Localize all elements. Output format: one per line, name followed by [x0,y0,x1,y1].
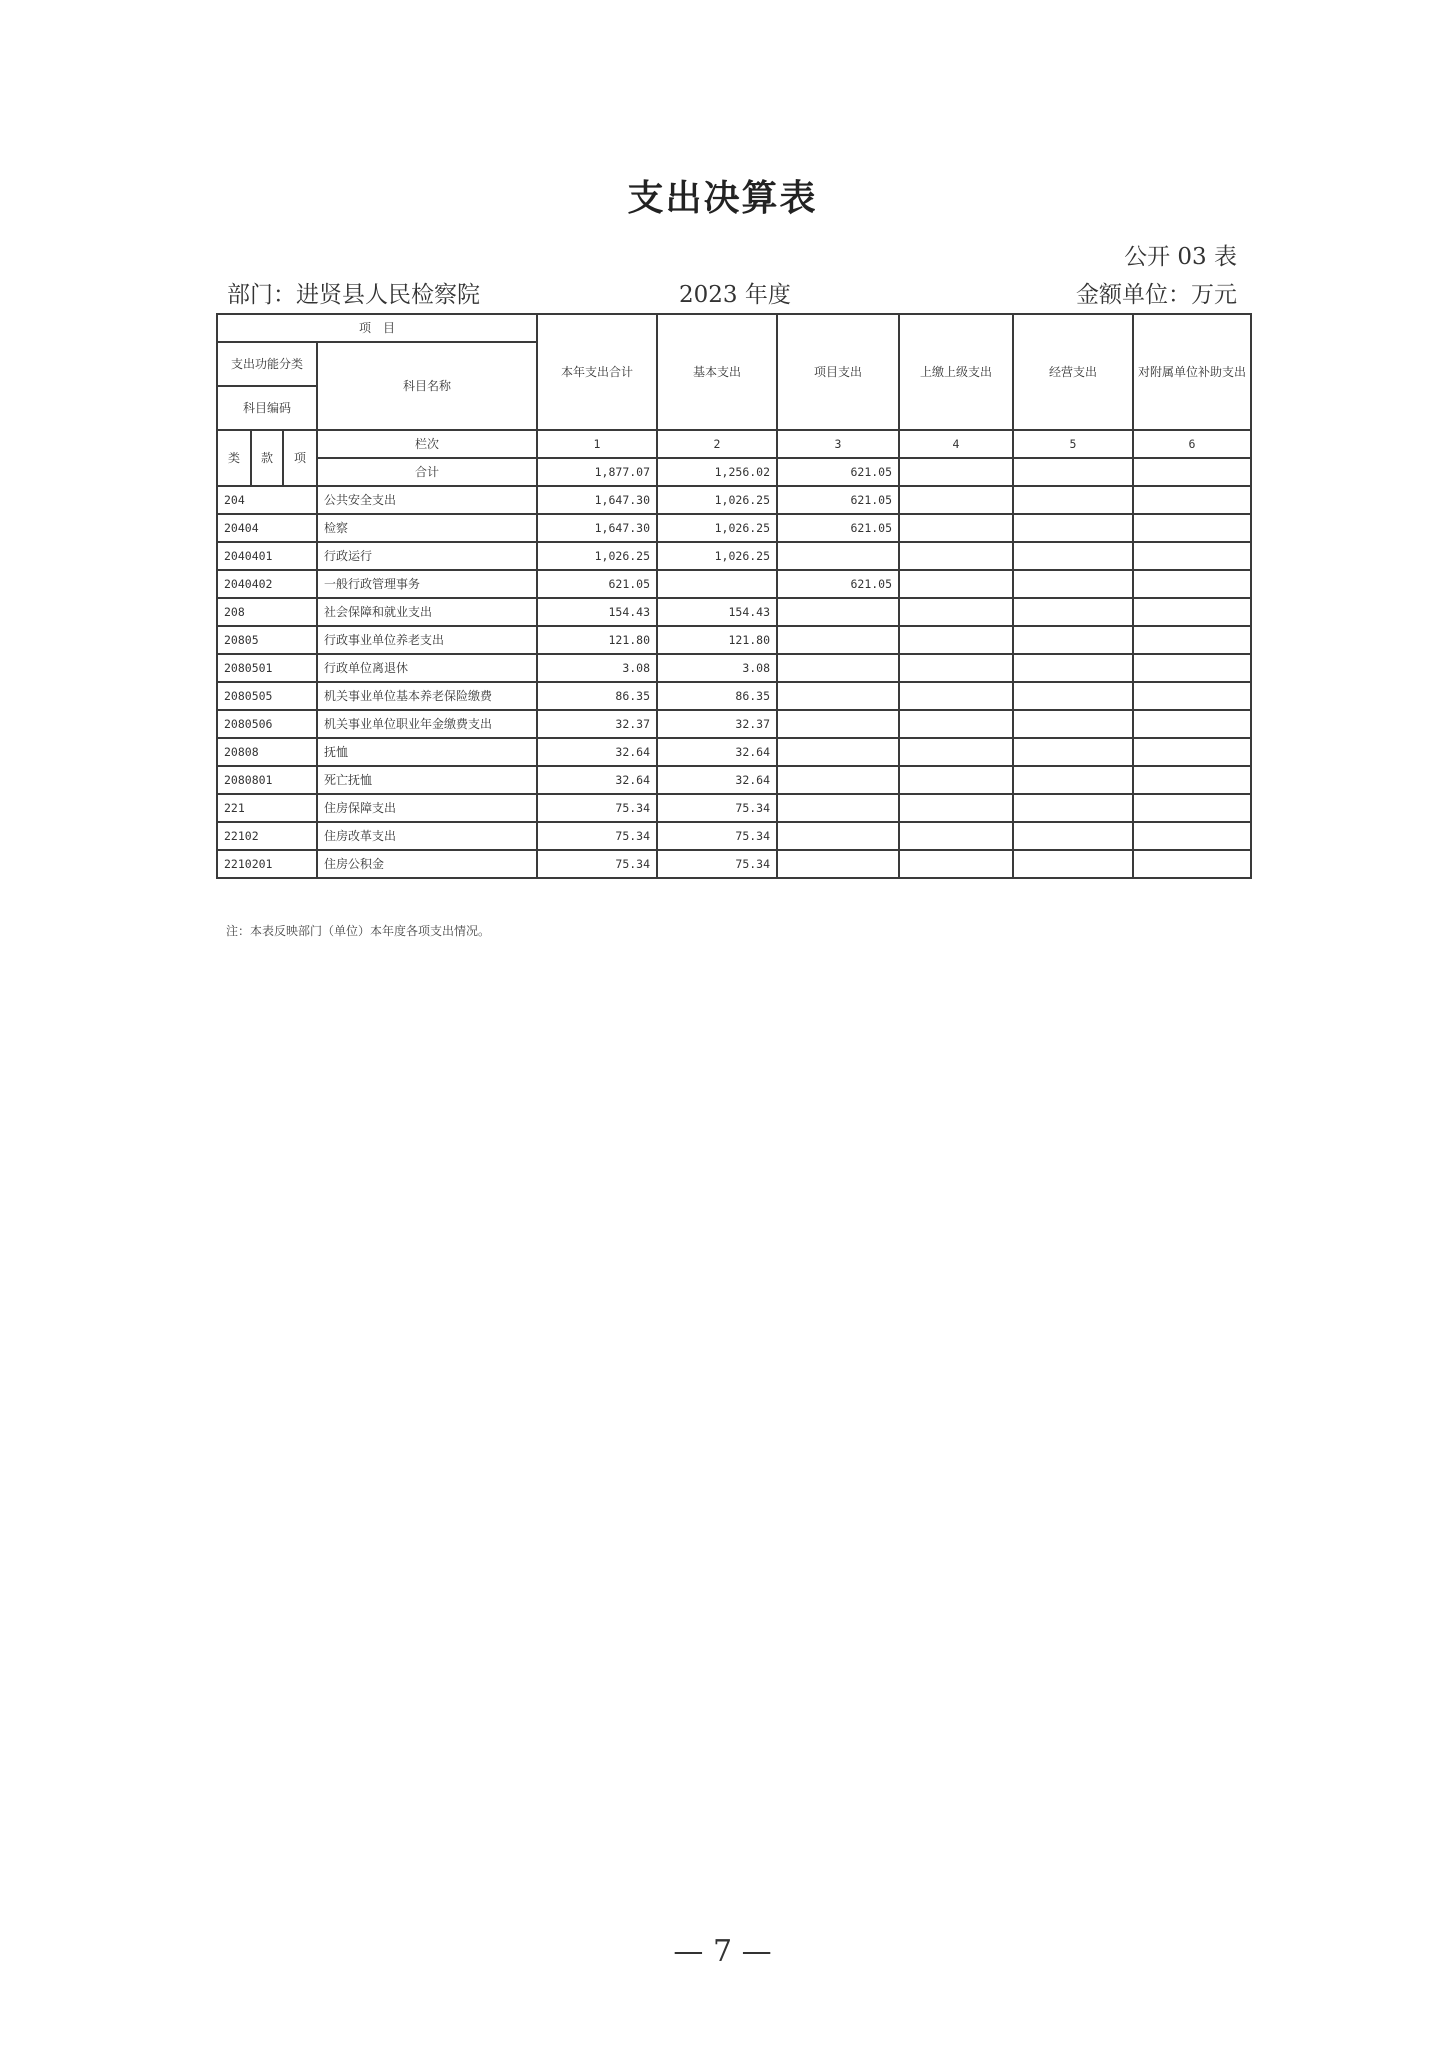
business-expense-cell [1013,738,1133,766]
header-col-subsidy: 对附属单位补助支出 [1133,314,1251,430]
project-expense-cell [777,598,899,626]
year-label: 2023 年度 [679,282,791,308]
basic-expense-cell: 3.08 [657,654,777,682]
subject-name-cell: 行政运行 [317,542,537,570]
subject-code-cell: 2080506 [217,710,317,738]
basic-expense-cell: 75.34 [657,822,777,850]
total-expense-cell: 32.64 [537,766,657,794]
department-label: 部门：进贤县人民检察院 [227,282,480,308]
total-expense-cell: 75.34 [537,822,657,850]
project-expense-cell [777,542,899,570]
header-col-project: 项目支出 [777,314,899,430]
basic-expense-cell: 154.43 [657,598,777,626]
total-label: 合计 [317,458,537,486]
unit-label: 金额单位：万元 [1076,282,1237,308]
total-row [217,458,1251,486]
upper-expense-cell [899,738,1013,766]
total-expense-cell: 32.64 [537,738,657,766]
subject-name-cell: 一般行政管理事务 [317,570,537,598]
project-expense-cell [777,682,899,710]
basic-expense-cell: 32.64 [657,738,777,766]
table-row [217,794,1251,822]
header-col-basic: 基本支出 [657,314,777,430]
subsidy-expense-cell [1133,598,1251,626]
business-expense-cell [1013,682,1133,710]
upper-expense-cell [899,626,1013,654]
subsidy-expense-cell [1133,766,1251,794]
total-expense-cell: 1,647.30 [537,514,657,542]
subject-name-cell: 行政单位离退休 [317,654,537,682]
subject-name-cell: 死亡抚恤 [317,766,537,794]
business-expense-cell [1013,542,1133,570]
subsidy-expense-cell [1133,542,1251,570]
upper-expense-cell [899,486,1013,514]
subject-code-cell: 20805 [217,626,317,654]
project-expense-cell [777,710,899,738]
business-expense-cell [1013,794,1133,822]
total-cell-5 [1013,458,1133,486]
subsidy-expense-cell [1133,654,1251,682]
table-row [217,822,1251,850]
subject-name-cell: 住房公积金 [317,850,537,878]
table-row [217,486,1251,514]
page-title: 支出决算表 [627,178,818,219]
subject-name-cell: 住房改革支出 [317,822,537,850]
header-subject-code: 科目编码 [217,386,317,430]
total-expense-cell: 3.08 [537,654,657,682]
project-expense-cell [777,626,899,654]
total-expense-cell: 1,026.25 [537,542,657,570]
basic-expense-cell: 32.64 [657,766,777,794]
data-rows [217,486,1251,878]
business-expense-cell [1013,570,1133,598]
table-row [217,766,1251,794]
table-row [217,654,1251,682]
table-row [217,514,1251,542]
subject-code-cell: 208 [217,598,317,626]
upper-expense-cell [899,654,1013,682]
total-expense-cell: 86.35 [537,682,657,710]
subsidy-expense-cell [1133,850,1251,878]
header-row-project [217,314,1251,342]
subsidy-expense-cell [1133,682,1251,710]
table-row [217,710,1251,738]
business-expense-cell [1013,850,1133,878]
total-cell-6 [1133,458,1251,486]
total-expense-cell: 32.37 [537,710,657,738]
upper-expense-cell [899,570,1013,598]
business-expense-cell [1013,514,1133,542]
subsidy-expense-cell [1133,738,1251,766]
subject-name-cell: 检察 [317,514,537,542]
meta-row [227,276,1237,310]
header-col-upper: 上缴上级支出 [899,314,1013,430]
subject-name-cell: 社会保障和就业支出 [317,598,537,626]
basic-expense-cell [657,570,777,598]
subsidy-expense-cell [1133,486,1251,514]
table-row [217,626,1251,654]
business-expense-cell [1013,626,1133,654]
table-note: 注：本表反映部门（单位）本年度各项支出情况。 [226,924,491,938]
subsidy-expense-cell [1133,710,1251,738]
upper-expense-cell [899,710,1013,738]
project-expense-cell [777,654,899,682]
header-col-total: 本年支出合计 [537,314,657,430]
header-xiang: 项 [283,430,317,486]
project-expense-cell [777,794,899,822]
project-expense-cell [777,766,899,794]
subsidy-expense-cell [1133,626,1251,654]
business-expense-cell [1013,822,1133,850]
table-row [217,598,1251,626]
subject-code-cell: 22102 [217,822,317,850]
project-expense-cell [777,850,899,878]
business-expense-cell [1013,486,1133,514]
subject-name-cell: 公共安全支出 [317,486,537,514]
total-expense-cell: 621.05 [537,570,657,598]
total-cell-2: 1,256.02 [657,458,777,486]
basic-expense-cell: 1,026.25 [657,542,777,570]
subject-code-cell: 221 [217,794,317,822]
table-row [217,570,1251,598]
subject-code-cell: 2210201 [217,850,317,878]
upper-expense-cell [899,682,1013,710]
table-row [217,850,1251,878]
basic-expense-cell: 1,026.25 [657,514,777,542]
subject-name-cell: 住房保障支出 [317,794,537,822]
col-index-2: 2 [657,430,777,458]
col-index-5: 5 [1013,430,1133,458]
header-subject-name: 科目名称 [317,342,537,430]
table-row [217,738,1251,766]
total-cell-3: 621.05 [777,458,899,486]
total-expense-cell: 121.80 [537,626,657,654]
form-code: 公开 03 表 [1124,244,1237,270]
header-func-class: 支出功能分类 [217,342,317,386]
project-expense-cell [777,822,899,850]
business-expense-cell [1013,766,1133,794]
basic-expense-cell: 32.37 [657,710,777,738]
header-project: 项 目 [217,314,537,342]
basic-expense-cell: 86.35 [657,682,777,710]
total-expense-cell: 1,647.30 [537,486,657,514]
upper-expense-cell [899,542,1013,570]
total-cell-4 [899,458,1013,486]
subject-code-cell: 2080505 [217,682,317,710]
subject-name-cell: 行政事业单位养老支出 [317,626,537,654]
total-cell-1: 1,877.07 [537,458,657,486]
project-expense-cell: 621.05 [777,570,899,598]
upper-expense-cell [899,794,1013,822]
subsidy-expense-cell [1133,570,1251,598]
subject-name-cell: 机关事业单位职业年金缴费支出 [317,710,537,738]
header-cat: 类 [217,430,251,486]
header-lanci: 栏次 [317,430,537,458]
basic-expense-cell: 75.34 [657,850,777,878]
col-index-4: 4 [899,430,1013,458]
table-row [217,682,1251,710]
subject-code-cell: 2080501 [217,654,317,682]
upper-expense-cell [899,598,1013,626]
business-expense-cell [1013,654,1133,682]
total-expense-cell: 75.34 [537,794,657,822]
project-expense-cell [777,738,899,766]
upper-expense-cell [899,822,1013,850]
subject-code-cell: 2040401 [217,542,317,570]
business-expense-cell [1013,598,1133,626]
subject-code-cell: 204 [217,486,317,514]
subject-code-cell: 2080801 [217,766,317,794]
upper-expense-cell [899,850,1013,878]
header-kuan: 款 [251,430,283,486]
basic-expense-cell: 1,026.25 [657,486,777,514]
page-number: — 7 — [673,1934,772,1969]
subject-name-cell: 机关事业单位基本养老保险缴费 [317,682,537,710]
total-expense-cell: 75.34 [537,850,657,878]
subject-code-cell: 20404 [217,514,317,542]
subject-code-cell: 20808 [217,738,317,766]
expenditure-table [216,313,1252,879]
header-col-business: 经营支出 [1013,314,1133,430]
subsidy-expense-cell [1133,514,1251,542]
col-index-1: 1 [537,430,657,458]
subsidy-expense-cell [1133,822,1251,850]
header-row-lanci [217,430,1251,458]
subject-code-cell: 2040402 [217,570,317,598]
project-expense-cell: 621.05 [777,514,899,542]
table-row [217,542,1251,570]
upper-expense-cell [899,514,1013,542]
basic-expense-cell: 75.34 [657,794,777,822]
project-expense-cell: 621.05 [777,486,899,514]
upper-expense-cell [899,766,1013,794]
basic-expense-cell: 121.80 [657,626,777,654]
col-index-3: 3 [777,430,899,458]
business-expense-cell [1013,710,1133,738]
subject-name-cell: 抚恤 [317,738,537,766]
col-index-6: 6 [1133,430,1251,458]
total-expense-cell: 154.43 [537,598,657,626]
subsidy-expense-cell [1133,794,1251,822]
